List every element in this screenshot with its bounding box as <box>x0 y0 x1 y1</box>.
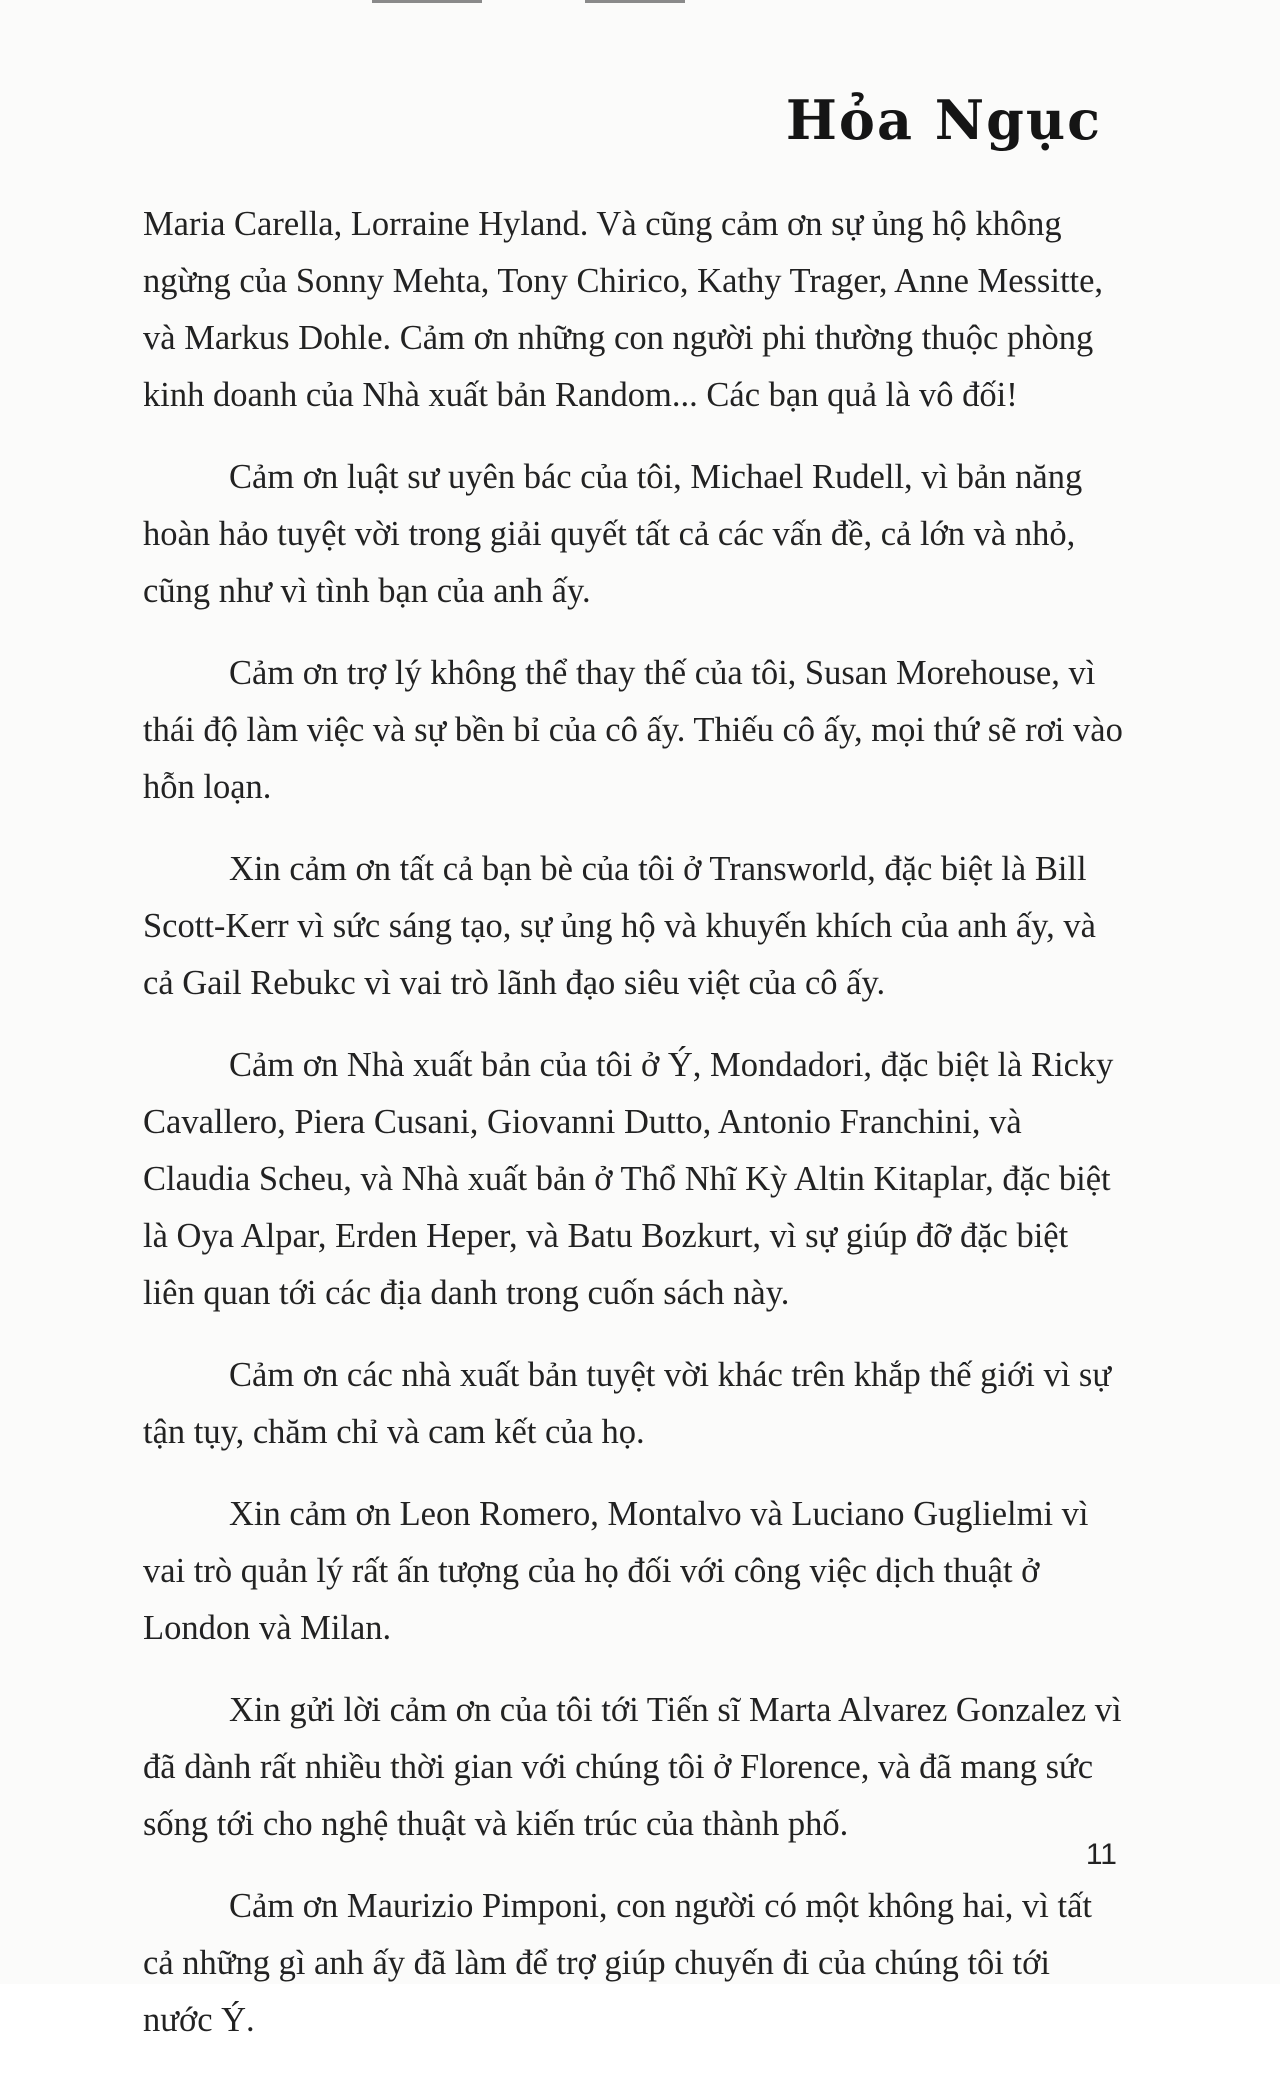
top-edge-rule <box>585 0 685 3</box>
top-edge-rule <box>372 0 482 3</box>
paragraph: Cảm ơn Maurizio Pimponi, con người có một không hai, vì tất cả những gì anh ấy đã làm để trợ giúp chuyến đi của chúng tôi tới nước Ý. <box>143 1887 1092 2039</box>
paragraph: Cảm ơn Nhà xuất bản của tôi ở Ý, Mondadori, đặc biệt là Ricky Cavallero, Piera Cusani, Giovanni Dutto, Antonio Franchini, và Claudia Scheu, và Nhà xuất bản ở Thổ Nhĩ Kỳ Altin Kitaplar, đặc biệt là Oya Alpar, Erden Heper, và Batu Bozkurt, vì sự giúp đỡ đặc biệt liên quan tới các địa danh trong cuốn sách này. <box>143 1046 1114 1312</box>
paragraph: Maria Carella, Lorraine Hyland. Và cũng cảm ơn sự ủng hộ không ngừng của Sonny Mehta, Tony Chirico, Kathy Trager, Anne Messitte, và Markus Dohle. Cảm ơn những con người phi thường thuộc phòng kinh doanh của Nhà xuất bản Random... Các bạn quả là vô đối! <box>143 205 1104 414</box>
paragraph: Cảm ơn luật sư uyên bác của tôi, Michael Rudell, vì bản năng hoàn hảo tuyệt vời trong giải quyết tất cả các vấn đề, cả lớn và nhỏ, cũng như vì tình bạn của anh ấy. <box>143 458 1083 610</box>
page-body <box>143 196 1123 2074</box>
page-number: 11 <box>1085 1838 1117 1871</box>
paragraph: Xin gửi lời cảm ơn của tôi tới Tiến sĩ Marta Alvarez Gonzalez vì đã dành rất nhiều thời gian với chúng tôi ở Florence, và đã mang sức sống tới cho nghệ thuật và kiến trúc của thành phố. <box>143 1691 1122 1843</box>
running-header-title: Hỏa Ngục <box>785 88 1102 152</box>
paragraph: Cảm ơn các nhà xuất bản tuyệt vời khác trên khắp thế giới vì sự tận tụy, chăm chỉ và cam kết của họ. <box>143 1356 1112 1451</box>
paragraph: Xin cảm ơn tất cả bạn bè của tôi ở Transworld, đặc biệt là Bill Scott-Kerr vì sức sáng tạo, sự ủng hộ và khuyến khích của anh ấy, và cả Gail Rebukc vì vai trò lãnh đạo siêu việt của cô ấy. <box>143 850 1096 1002</box>
paragraph: Xin cảm ơn Leon Romero, Montalvo và Luciano Guglielmi vì vai trò quản lý rất ấn tượng của họ đối với công việc dịch thuật ở London và Milan. <box>143 1495 1089 1647</box>
paragraph: Cảm ơn trợ lý không thể thay thế của tôi, Susan Morehouse, vì thái độ làm việc và sự bền bỉ của cô ấy. Thiếu cô ấy, mọi thứ sẽ rơi vào hỗn loạn. <box>143 654 1123 806</box>
